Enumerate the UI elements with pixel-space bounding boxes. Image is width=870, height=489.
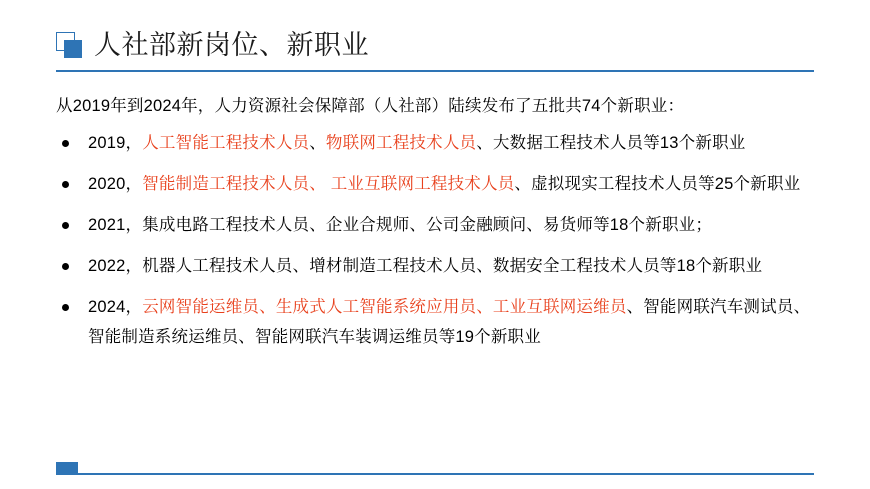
footer-accent-block [56, 462, 78, 473]
bullet-text-4 [88, 298, 810, 346]
footer-divider [56, 473, 814, 475]
segment-plain: 、虚拟现实工程技术人员等25个新职业 [514, 175, 801, 193]
segment-highlight: 智能制造工程技术人员、 工业互联网工程技术人员 [142, 175, 515, 193]
bullet-text-3: 2022，机器人工程技术人员、增材制造工程技术人员、数据安全工程技术人员等18个新职业 [88, 257, 763, 275]
slide-title-row [56, 24, 369, 66]
page-title: 人社部新岗位、新职业 [94, 30, 369, 60]
list-item [56, 292, 826, 352]
segment-highlight: 云网智能运维员、生成式人工智能系统应用员、工业互联网运维员 [142, 298, 627, 316]
segment-highlight: 人工智能工程技术人员 [142, 134, 310, 152]
bullet-dot-icon [62, 181, 69, 188]
segment-highlight: 物联网工程技术人员 [325, 134, 477, 152]
bullet-text-0 [88, 134, 746, 152]
segment-plain: 、大数据工程技术人员等13个新职业 [476, 134, 746, 152]
list-item [56, 251, 826, 281]
bullet-dot-icon [62, 304, 69, 311]
bullet-dot-icon [62, 263, 69, 270]
lead-paragraph: 从2019年到2024年，人力资源社会保障部（人社部）陆续发布了五批共74个新职业： [56, 97, 685, 115]
list-item [56, 128, 826, 158]
title-divider [56, 70, 814, 72]
segment-plain: 、 [309, 134, 326, 152]
bullet-list [56, 128, 826, 352]
segment-plain: 、智能网联汽车测试员、智能制造系统运维员、智能网联汽车装调运维员等19个新职业 [88, 298, 811, 346]
slide-body [56, 92, 826, 363]
list-item [56, 210, 826, 240]
bullet-text-1 [88, 175, 800, 193]
segment-plain: 2019， [88, 134, 143, 152]
bullet-text-2: 2021，集成电路工程技术人员、企业合规师、公司金融顾问、易货师等18个新职业； [88, 216, 713, 234]
segment-plain: 2024， [88, 298, 143, 316]
title-square-icon [56, 32, 82, 58]
bullet-dot-icon [62, 140, 69, 147]
title-square-fill [64, 40, 82, 58]
bullet-dot-icon [62, 222, 69, 229]
segment-plain: 2020， [88, 175, 143, 193]
list-item [56, 169, 826, 199]
